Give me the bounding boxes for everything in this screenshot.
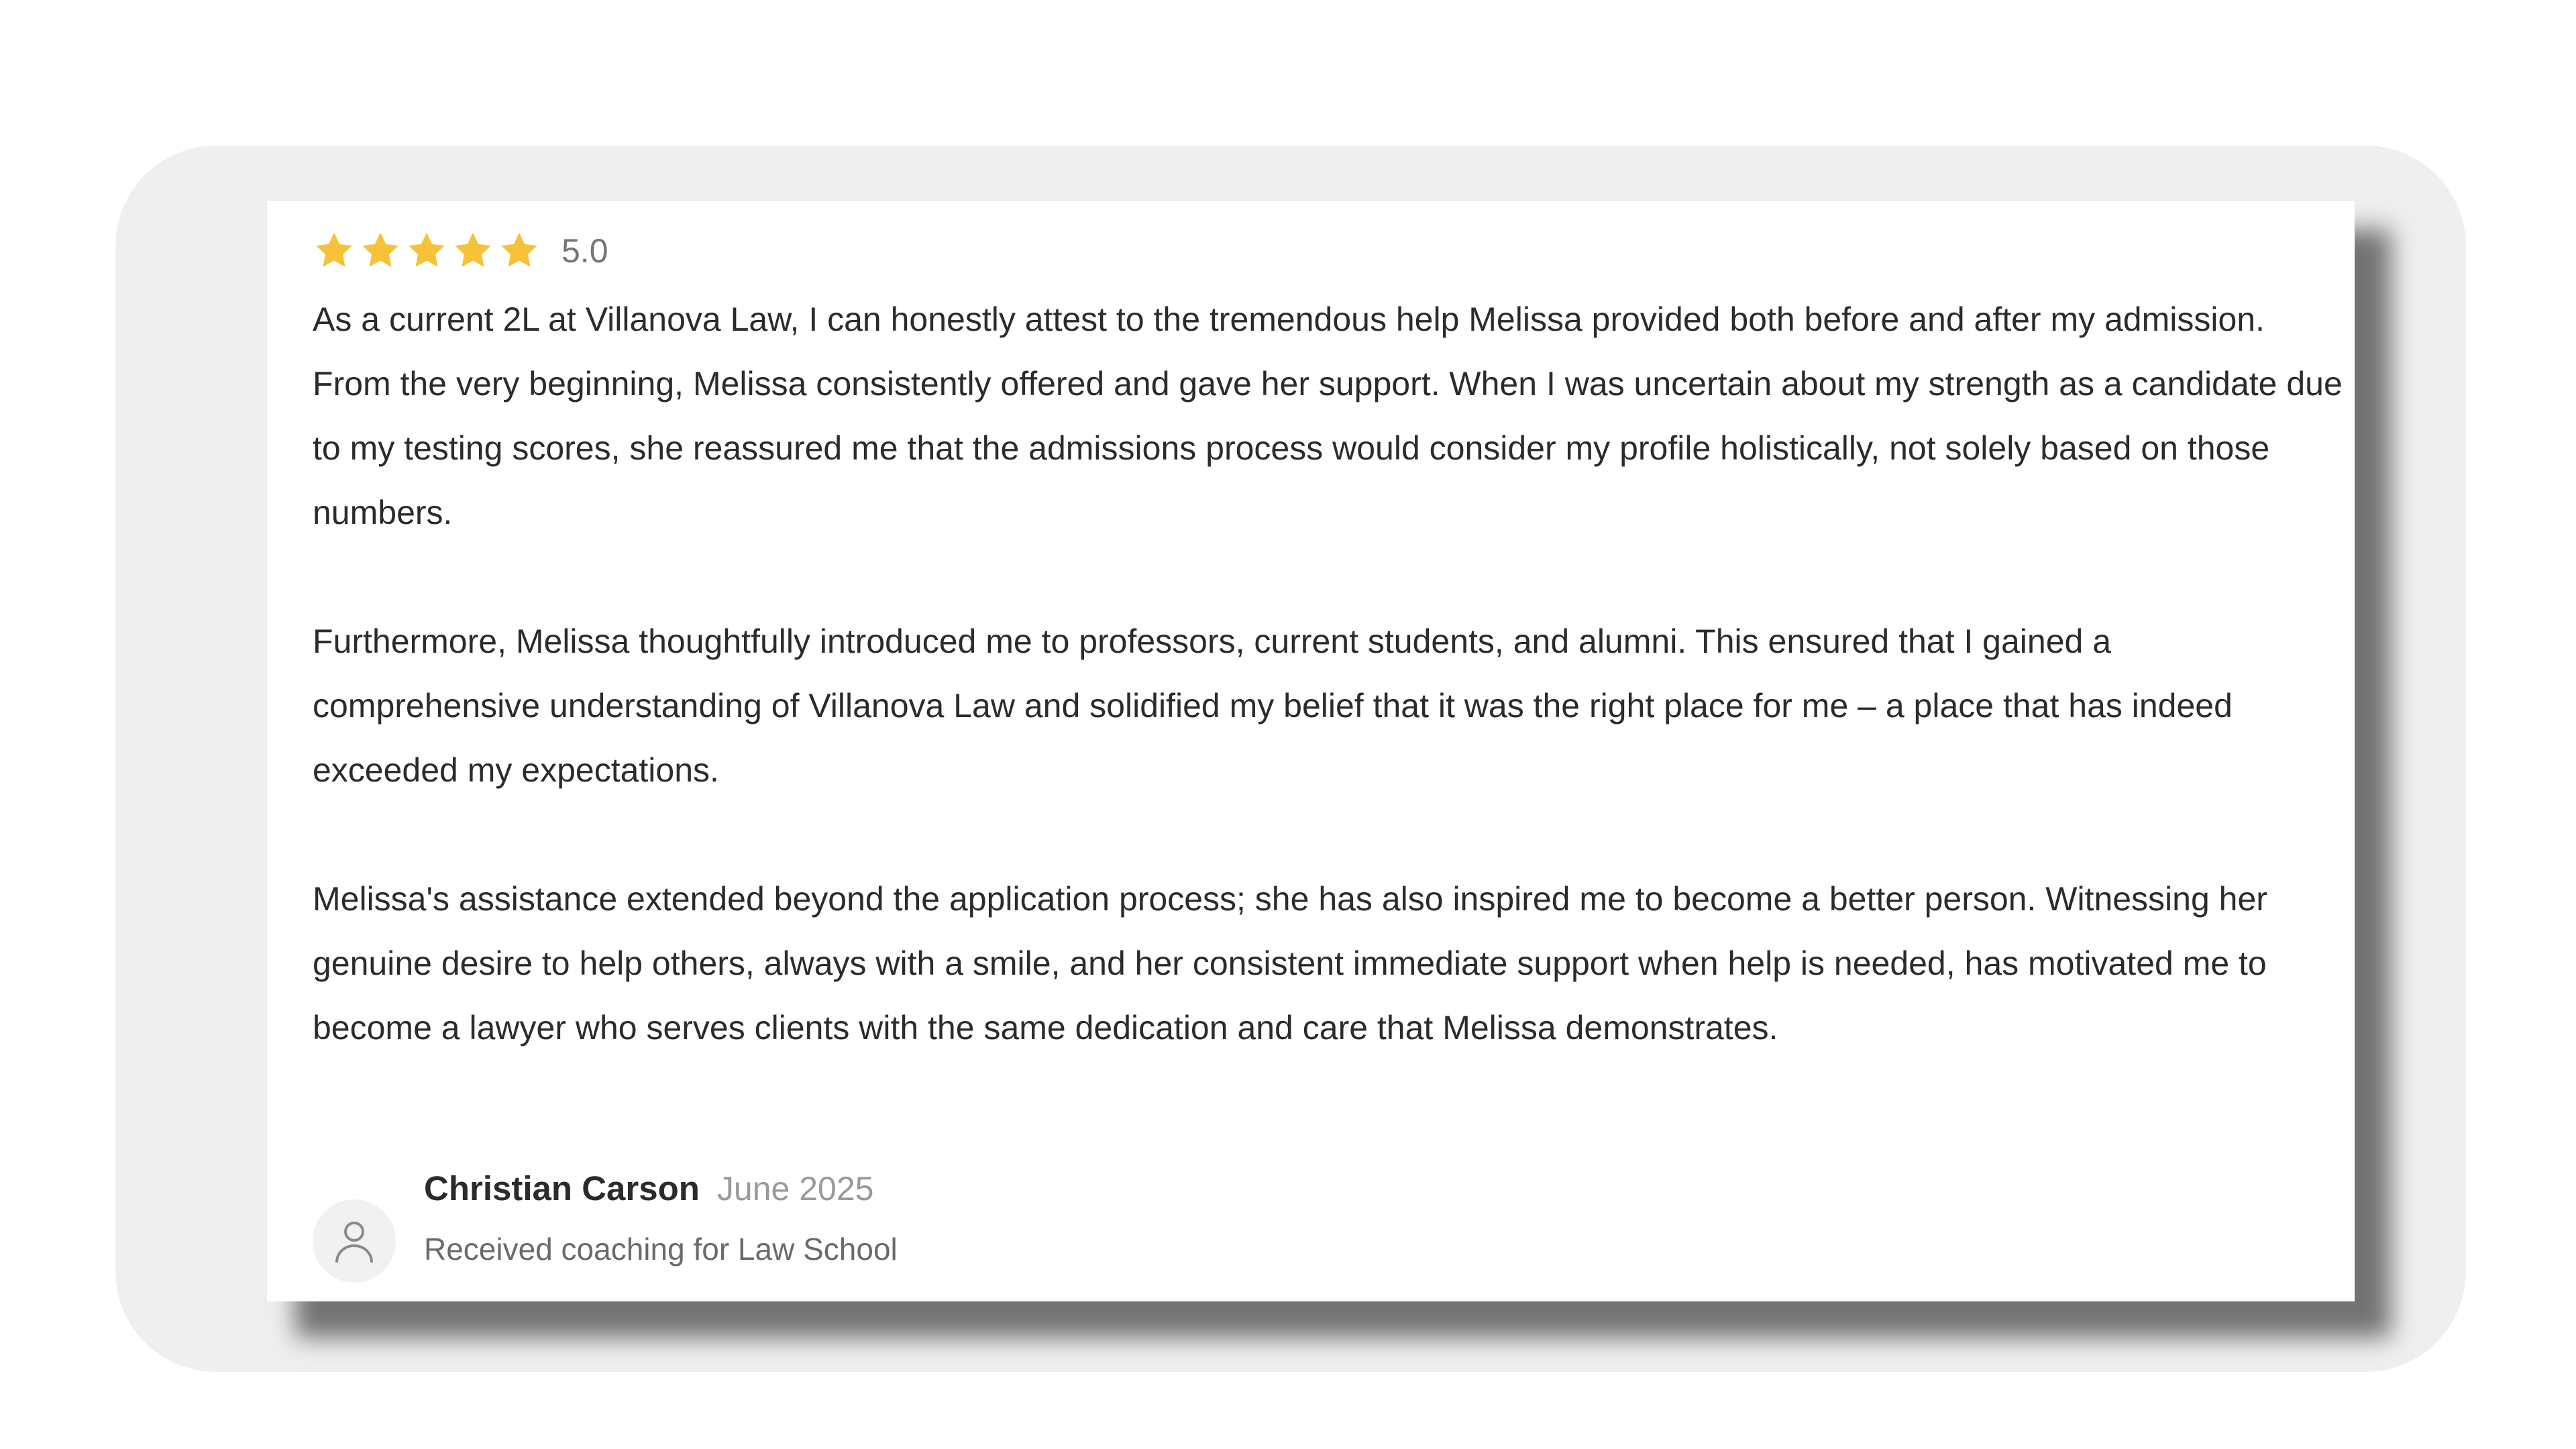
review-paragraph: As a current 2L at Villanova Law, I can honestly attest to the tremendous help Melissa provided both before and after my admission. From the very beginning, Melissa consistently offered and gave her support. When I was uncertain about my strength as a candidate due to my testing scores, she reassured me that the admissions process would consider my profile holistically, not solely based on those numbers. [313,301,2343,531]
star-icon [498,229,541,272]
reviewer-subtitle: Received coaching for Law School [424,1232,898,1267]
user-icon [333,1218,376,1264]
rating-value: 5.0 [561,232,608,270]
review-paragraph: Melissa's assistance extended beyond the application process; she has also inspired me to become a better person. Witnessing her genuine desire to help others, always with a smile, and her consistent immediate support when help is needed, has motivated me to become a lawyer who serves clients with the same dedication and care that Melissa demonstrates. [313,880,2267,1046]
review-body [313,287,2345,1124]
star-icon [405,229,448,272]
reviewer-name: Christian Carson [424,1169,700,1208]
avatar [313,1199,396,1283]
star-icon [359,229,402,272]
review-paragraph: Furthermore, Melissa thoughtfully introduced me to professors, current students, and alumni. This ensured that I gained a comprehensive understanding of Villanova Law and solidified my belief that it was the right place for me – a place that has indeed exceeded my expectations. [313,623,2233,789]
star-rating [313,227,608,275]
star-icon [313,229,356,272]
review-date: June 2025 [716,1170,874,1208]
reviewer-name-line [424,1162,873,1224]
star-icon [451,229,494,272]
review-card [267,201,2355,1301]
